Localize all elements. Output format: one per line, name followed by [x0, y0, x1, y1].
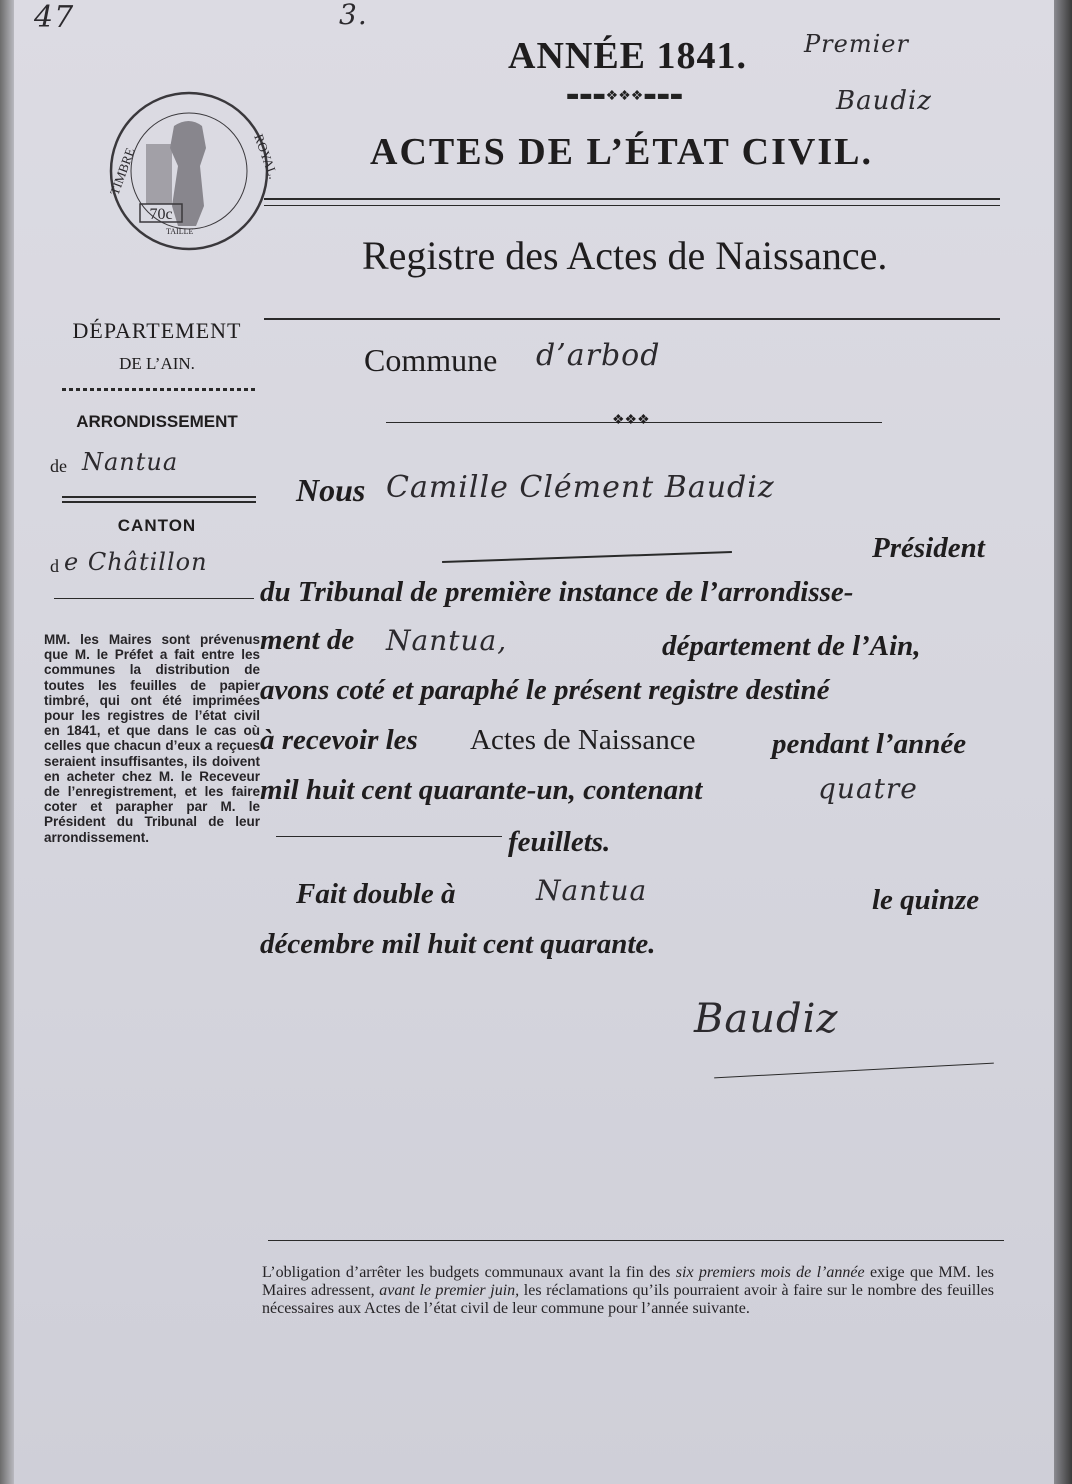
- body-line-3: avons coté et paraphé le présent registre destiné: [260, 674, 830, 706]
- canton-handwritten: e Châtillon: [64, 548, 208, 576]
- commune-handwritten: d’arbod: [536, 338, 661, 373]
- register-subtitle: Registre des Actes de Naissance.: [362, 233, 888, 278]
- body-line-7a: Fait double à: [296, 878, 456, 910]
- handwritten-signature-top: Baudiz: [836, 86, 933, 116]
- page-number-mark: 3.: [339, 0, 368, 31]
- body-line-1: du Tribunal de première instance de l’arrondisse-: [260, 576, 854, 608]
- arrondissement-label: ARRONDISSEMENT: [76, 412, 238, 431]
- body-line-6: feuillets.: [508, 826, 611, 858]
- sidebar-rule-double-2: [62, 501, 256, 503]
- ornament-rule: ▬▬▬❖❖❖▬▬▬: [566, 88, 684, 104]
- register-page: [14, 0, 1054, 1484]
- departement-label: DÉPARTEMENT: [72, 318, 242, 343]
- commune-label: Commune: [364, 342, 498, 378]
- count-underline: [276, 836, 502, 837]
- body-line-4b: Actes de Naissance: [470, 724, 696, 756]
- sidebar-rule-wavy: [62, 388, 256, 391]
- footer-notice: [262, 1264, 994, 1318]
- footer-text-1-italic: six premiers mois de l’année: [675, 1264, 865, 1281]
- canton-prefix: d: [50, 556, 59, 576]
- body-line-2b: département de l’Ain,: [662, 630, 921, 662]
- title-rule-thin: [264, 205, 1000, 206]
- body-line-4c: pendant l’année: [772, 728, 967, 760]
- year-heading: ANNÉE 1841.: [508, 35, 748, 77]
- nous-label: Nous: [296, 472, 366, 508]
- arrondissement-prefix: de: [50, 456, 67, 476]
- stamp-arc-left: TIMBRE: [106, 145, 138, 198]
- page-count-handwritten: quatre: [818, 772, 918, 805]
- handwritten-premier: Premier: [804, 30, 909, 58]
- footer-text-3: les réclamations qu’ils pourraient avoir à faire sur le nombre des feuilles nécessaires aux Actes de l’état civil de leur commune pour l’année suivante.: [262, 1282, 995, 1317]
- body-line-7b: le quinze: [872, 884, 980, 916]
- footer-text-1: L’obligation d’arrêter les budgets communaux avant la fin des: [262, 1264, 671, 1281]
- signing-city-handwritten: Nantua: [536, 874, 648, 907]
- tribunal-city-handwritten: Nantua,: [386, 624, 508, 657]
- body-line-5: mil huit cent quarante-un, contenant: [260, 774, 703, 806]
- body-line-8: décembre mil huit cent quarante.: [260, 928, 656, 960]
- commune-ornament: ❖❖❖: [612, 412, 650, 428]
- arrondissement-handwritten: Nantua: [82, 448, 179, 476]
- departement-value: DE L’AIN.: [119, 354, 195, 373]
- sidebar-canton-rule: [54, 598, 254, 599]
- title-rule: [264, 198, 1000, 200]
- president-name-handwritten: Camille Clément Baudiz: [386, 470, 775, 505]
- canton-label: CANTON: [117, 516, 197, 535]
- body-line-2a: ment de: [260, 624, 355, 656]
- footer-rule: [268, 1240, 1004, 1241]
- signature: Baudiz: [694, 996, 839, 1042]
- footer-text-2-italic: avant le premier juin,: [379, 1282, 520, 1299]
- margin-notice: MM. les Maires sont prévenus que M. le Préfet a fait entre les communes la distribution de toutes les feuilles de papier timbré, qui ont été imprimées pour les registres de l’état civil en 1841, et que dans le cas où celles que chacun d’eux a reçues seraient insuffisantes, ils doivent en acheter chez M. le Receveur de l’enregistrement, et les faire coter et parapher par M. le Président du Tribunal de leur arrondissement.: [44, 632, 260, 845]
- royal-stamp: [104, 86, 282, 256]
- subtitle-rule: [264, 318, 1000, 320]
- page-edge: [1054, 0, 1072, 1484]
- stamp-arc-right: ROYAL.: [251, 131, 282, 181]
- stamp-price: 70c: [149, 206, 173, 223]
- document-title: ACTES DE L’ÉTAT CIVIL.: [370, 131, 873, 173]
- signature-flourish: [714, 1063, 994, 1079]
- body-line-4a: à recevoir les: [260, 724, 418, 756]
- folio-mark: 47: [34, 0, 75, 35]
- stamp-bottom: TAILLE: [166, 227, 194, 236]
- name-underline: [442, 551, 732, 563]
- president-label: Président: [872, 532, 985, 564]
- sidebar-rule-double: [62, 496, 256, 498]
- footer-text-2: exige que MM. les Maires adressent,: [262, 1264, 995, 1299]
- binding-edge: [0, 0, 14, 1484]
